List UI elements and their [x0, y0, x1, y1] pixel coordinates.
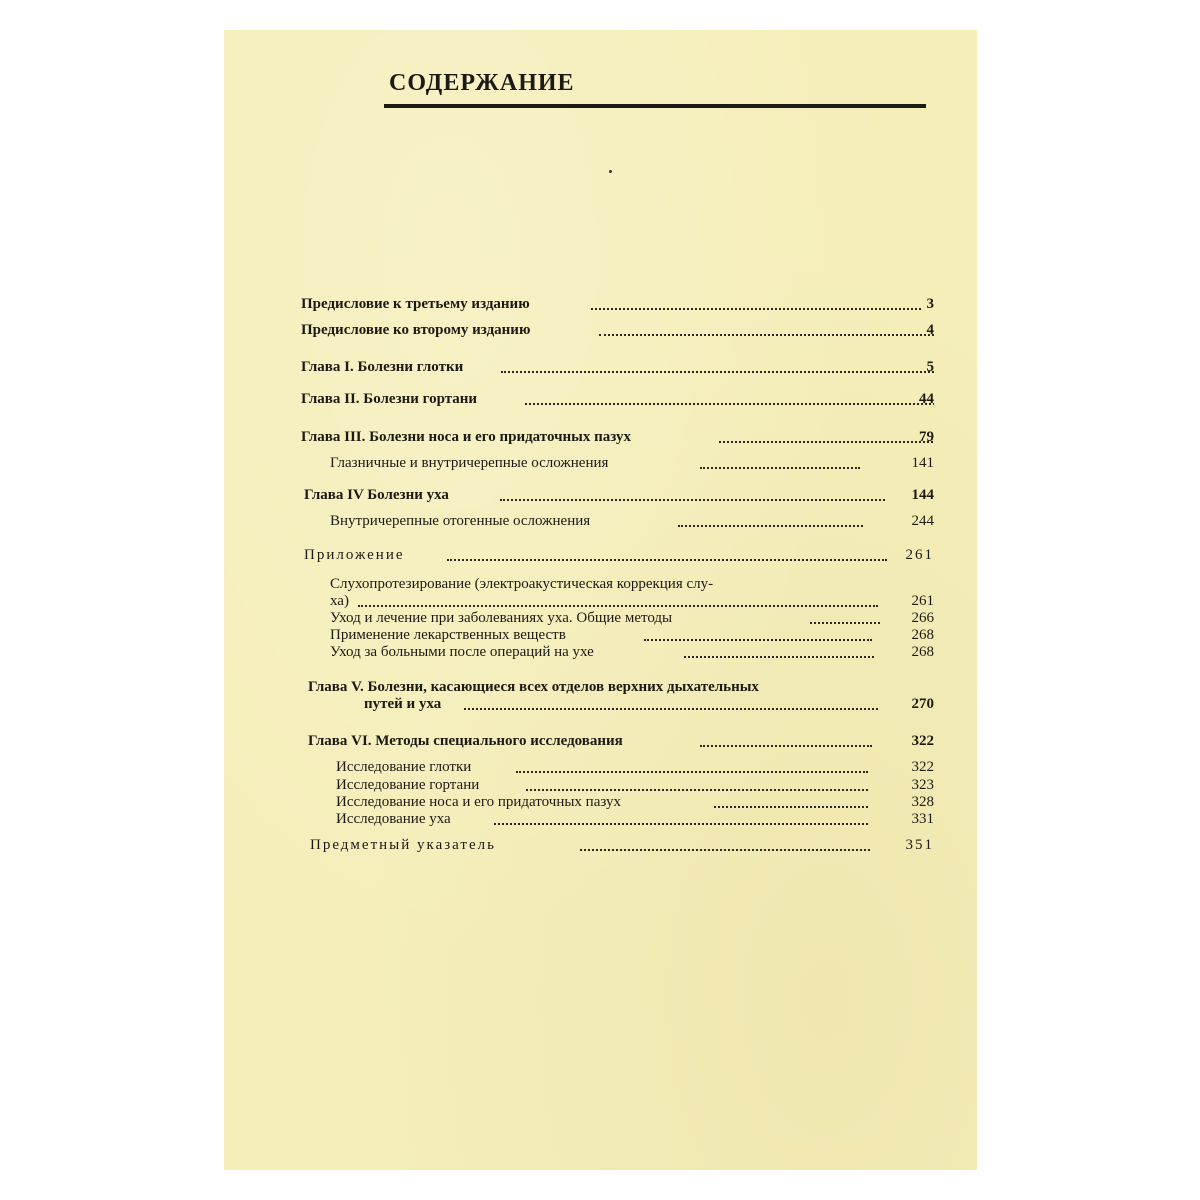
toc-entry	[336, 758, 934, 776]
toc-entry	[310, 836, 934, 854]
dot-leader	[810, 622, 880, 624]
toc-entry	[330, 609, 934, 627]
toc-entry-page: 266	[911, 610, 934, 626]
toc-entry-label: Глава IV Болезни уха	[304, 487, 449, 503]
dot-leader	[516, 771, 868, 773]
dot-leader	[714, 806, 868, 808]
toc-entry-page: 141	[911, 455, 934, 471]
toc-entry	[330, 592, 934, 610]
toc-entry-page: 323	[911, 777, 934, 793]
toc-entry	[301, 428, 934, 446]
toc-entry	[330, 626, 934, 644]
dot-leader	[464, 708, 878, 710]
dot-leader	[500, 499, 885, 501]
toc-entry-label: Глава III. Болезни носа и его придаточных пазух	[301, 429, 631, 445]
toc-entry	[301, 321, 934, 339]
dot-leader	[501, 371, 934, 373]
page-title: СОДЕРЖАНИЕ	[389, 70, 575, 96]
toc-entry-label: Уход за больными после операций на ухе	[330, 644, 594, 660]
toc-entry-page: 351	[905, 837, 934, 853]
dot-leader	[526, 789, 868, 791]
toc-entry-label: Исследование гортани	[336, 777, 480, 793]
toc-entry-label: Глава VI. Методы специального исследования	[308, 733, 623, 749]
toc-entry-label-line2: путей и уха	[364, 696, 442, 712]
toc-entry-label: Исследование носа и его придаточных пазух	[336, 794, 621, 810]
toc-entry	[304, 486, 934, 504]
toc-entry-page: 79	[919, 429, 934, 445]
toc-entry-page: 5	[926, 359, 934, 375]
dot-leader	[684, 656, 874, 658]
toc-entry	[304, 546, 934, 564]
toc-entry-page: 268	[911, 627, 934, 643]
toc-entry	[330, 454, 934, 472]
toc-entry	[364, 695, 934, 713]
dot-leader	[591, 308, 921, 310]
toc-entry-page: 261	[911, 593, 934, 609]
toc-entry-label: Предметный указатель	[310, 837, 496, 853]
toc-entry-label-line1: Глава V. Болезни, касающиеся всех отделов верхних дыхательных	[308, 679, 759, 695]
toc-entry-label-line1: Слухопротезирование (электроакустическая коррекция слу-	[330, 576, 714, 592]
toc-entry-page: 322	[911, 733, 934, 749]
toc-entry-label: Уход и лечение при заболеваниях уха. Общие методы	[330, 610, 673, 626]
dot-leader	[447, 559, 887, 561]
toc-entry-page: 3	[926, 296, 934, 312]
toc-entry-page: 244	[911, 513, 934, 529]
dot-leader	[525, 403, 934, 405]
dot-leader	[644, 639, 872, 641]
toc-entry-page: 44	[919, 391, 934, 407]
table-of-contents	[224, 30, 977, 1170]
toc-entry-label: Применение лекарственных веществ	[330, 627, 566, 643]
toc-entry	[301, 295, 934, 313]
toc-entry	[308, 732, 934, 750]
toc-entry-label: Приложение	[304, 547, 405, 563]
toc-entry-page: 268	[911, 644, 934, 660]
toc-entry-label: Глава II. Болезни гортани	[301, 391, 478, 407]
toc-entry	[301, 358, 934, 376]
dot-leader	[719, 441, 934, 443]
dot-leader	[678, 525, 863, 527]
toc-entry-label: Исследование уха	[336, 811, 451, 827]
toc-entry-label: Внутричерепные отогенные осложнения	[330, 513, 591, 529]
toc-entry-page: 270	[911, 696, 934, 712]
toc-entry-label: Предисловие к третьему изданию	[301, 296, 530, 312]
dot-leader	[580, 849, 870, 851]
toc-entry-page: 331	[911, 811, 934, 827]
toc-entry	[301, 390, 934, 408]
toc-entry	[336, 776, 934, 794]
toc-entry	[330, 643, 934, 661]
toc-entry	[330, 512, 934, 530]
toc-entry-page: 4	[926, 322, 934, 338]
toc-entry-page: 328	[911, 794, 934, 810]
dot-leader	[700, 467, 860, 469]
toc-entry-label-line2: ха)	[330, 593, 349, 609]
book-page	[224, 30, 977, 1170]
toc-entry-label: Предисловие ко второму изданию	[301, 322, 531, 338]
toc-entry	[336, 793, 934, 811]
toc-entry-page: 144	[911, 487, 934, 503]
toc-entry-label: Исследование глотки	[336, 759, 472, 775]
dot-leader	[494, 823, 868, 825]
toc-entry	[336, 810, 934, 828]
toc-entry-label: Глазничные и внутричерепные осложнения	[330, 455, 609, 471]
dot-leader	[599, 334, 934, 336]
dot-leader	[700, 745, 872, 747]
toc-entry-page: 261	[905, 547, 934, 563]
dot-leader	[358, 605, 878, 607]
toc-entry-label: Глава I. Болезни глотки	[301, 359, 464, 375]
toc-entry-page: 322	[911, 759, 934, 775]
